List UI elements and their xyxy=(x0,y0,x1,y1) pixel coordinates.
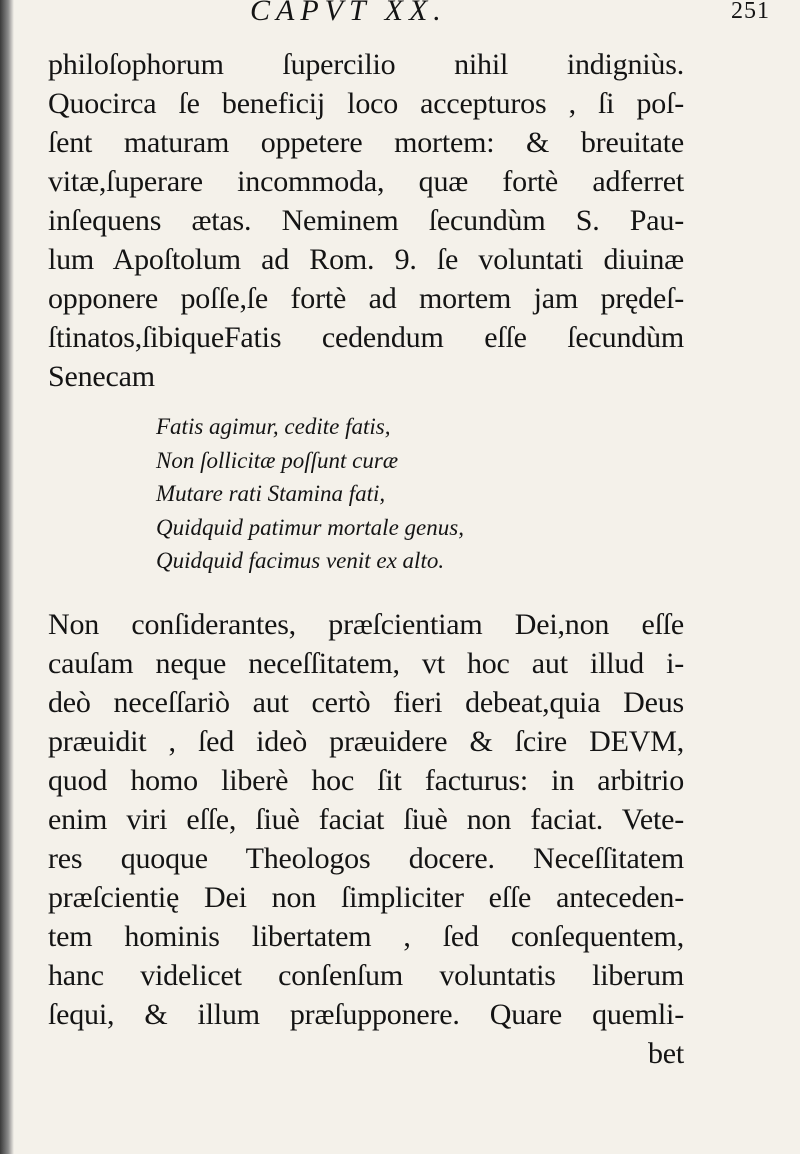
paragraph-2 xyxy=(48,605,684,1073)
text-line: hanc videlicet conſenſum voluntatis liberum xyxy=(48,959,684,992)
verse-quotation xyxy=(156,410,616,578)
text-line: ſequi, & illum præſupponere. Quare quemli- xyxy=(48,998,684,1031)
text-line: præſcientię Dei non ſimpliciter eſſe anteceden- xyxy=(48,881,684,914)
text-line: Quocirca ſe beneficij loco accepturos , ſi poſ- xyxy=(48,87,684,120)
text-line: inſequens ætas. Neminem ſecundùm S. Pau- xyxy=(48,204,684,237)
text-line: philoſophorum ſupercilio nihil indigniùs. xyxy=(48,48,684,81)
text-line: deò neceſſariò aut certò fieri debeat,quia Deus xyxy=(48,686,684,719)
text-line: res quoque Theologos docere. Neceſſitatem xyxy=(48,842,684,875)
verse-line: Mutare rati Stamina fati, xyxy=(156,481,386,506)
text-line: quod homo liberè hoc ſit facturus: in arbitrio xyxy=(48,764,684,797)
paragraph-1 xyxy=(48,45,684,396)
verse-line: Quidquid facimus venit ex alto. xyxy=(156,548,445,573)
chapter-title: CAPVT XX. xyxy=(250,0,447,27)
verse-line: Non ſollicitæ poſſunt curæ xyxy=(156,447,399,473)
text-line: enim viri eſſe, ſiuè faciat ſiuè non faciat. Vete- xyxy=(48,803,684,836)
page-number: 251 xyxy=(731,0,770,24)
verse-line: Fatis agimur, cedite fatis, xyxy=(156,414,391,439)
verse-line: Quidquid patimur mortale genus, xyxy=(156,514,464,540)
text-line: Non conſiderantes, præſcientiam Dei,non eſſe xyxy=(48,608,684,641)
text-line: præuidit , ſed ideò præuidere & ſcire DEVM, xyxy=(48,725,684,758)
text-line: ſtinatos,ſibiqueFatis cedendum eſſe ſecundùm xyxy=(48,321,684,354)
text-line: tem hominis libertatem , ſed conſequentem, xyxy=(48,920,684,953)
running-header xyxy=(250,0,770,28)
text-line: lum Apoſtolum ad Rom. 9. ſe voluntati diuinæ xyxy=(48,243,684,276)
text-line: Senecam xyxy=(48,360,155,393)
text-line: ſent maturam oppetere mortem: & breuitate xyxy=(48,126,684,159)
text-line: opponere poſſe,ſe fortè ad mortem jam prędeſ- xyxy=(48,282,684,315)
catchword: bet xyxy=(647,1037,684,1070)
text-line: cauſam neque neceſſitatem, vt hoc aut illud i- xyxy=(48,647,684,680)
text-line: vitæ,ſuperare incommoda, quæ fortè adferret xyxy=(48,165,684,198)
